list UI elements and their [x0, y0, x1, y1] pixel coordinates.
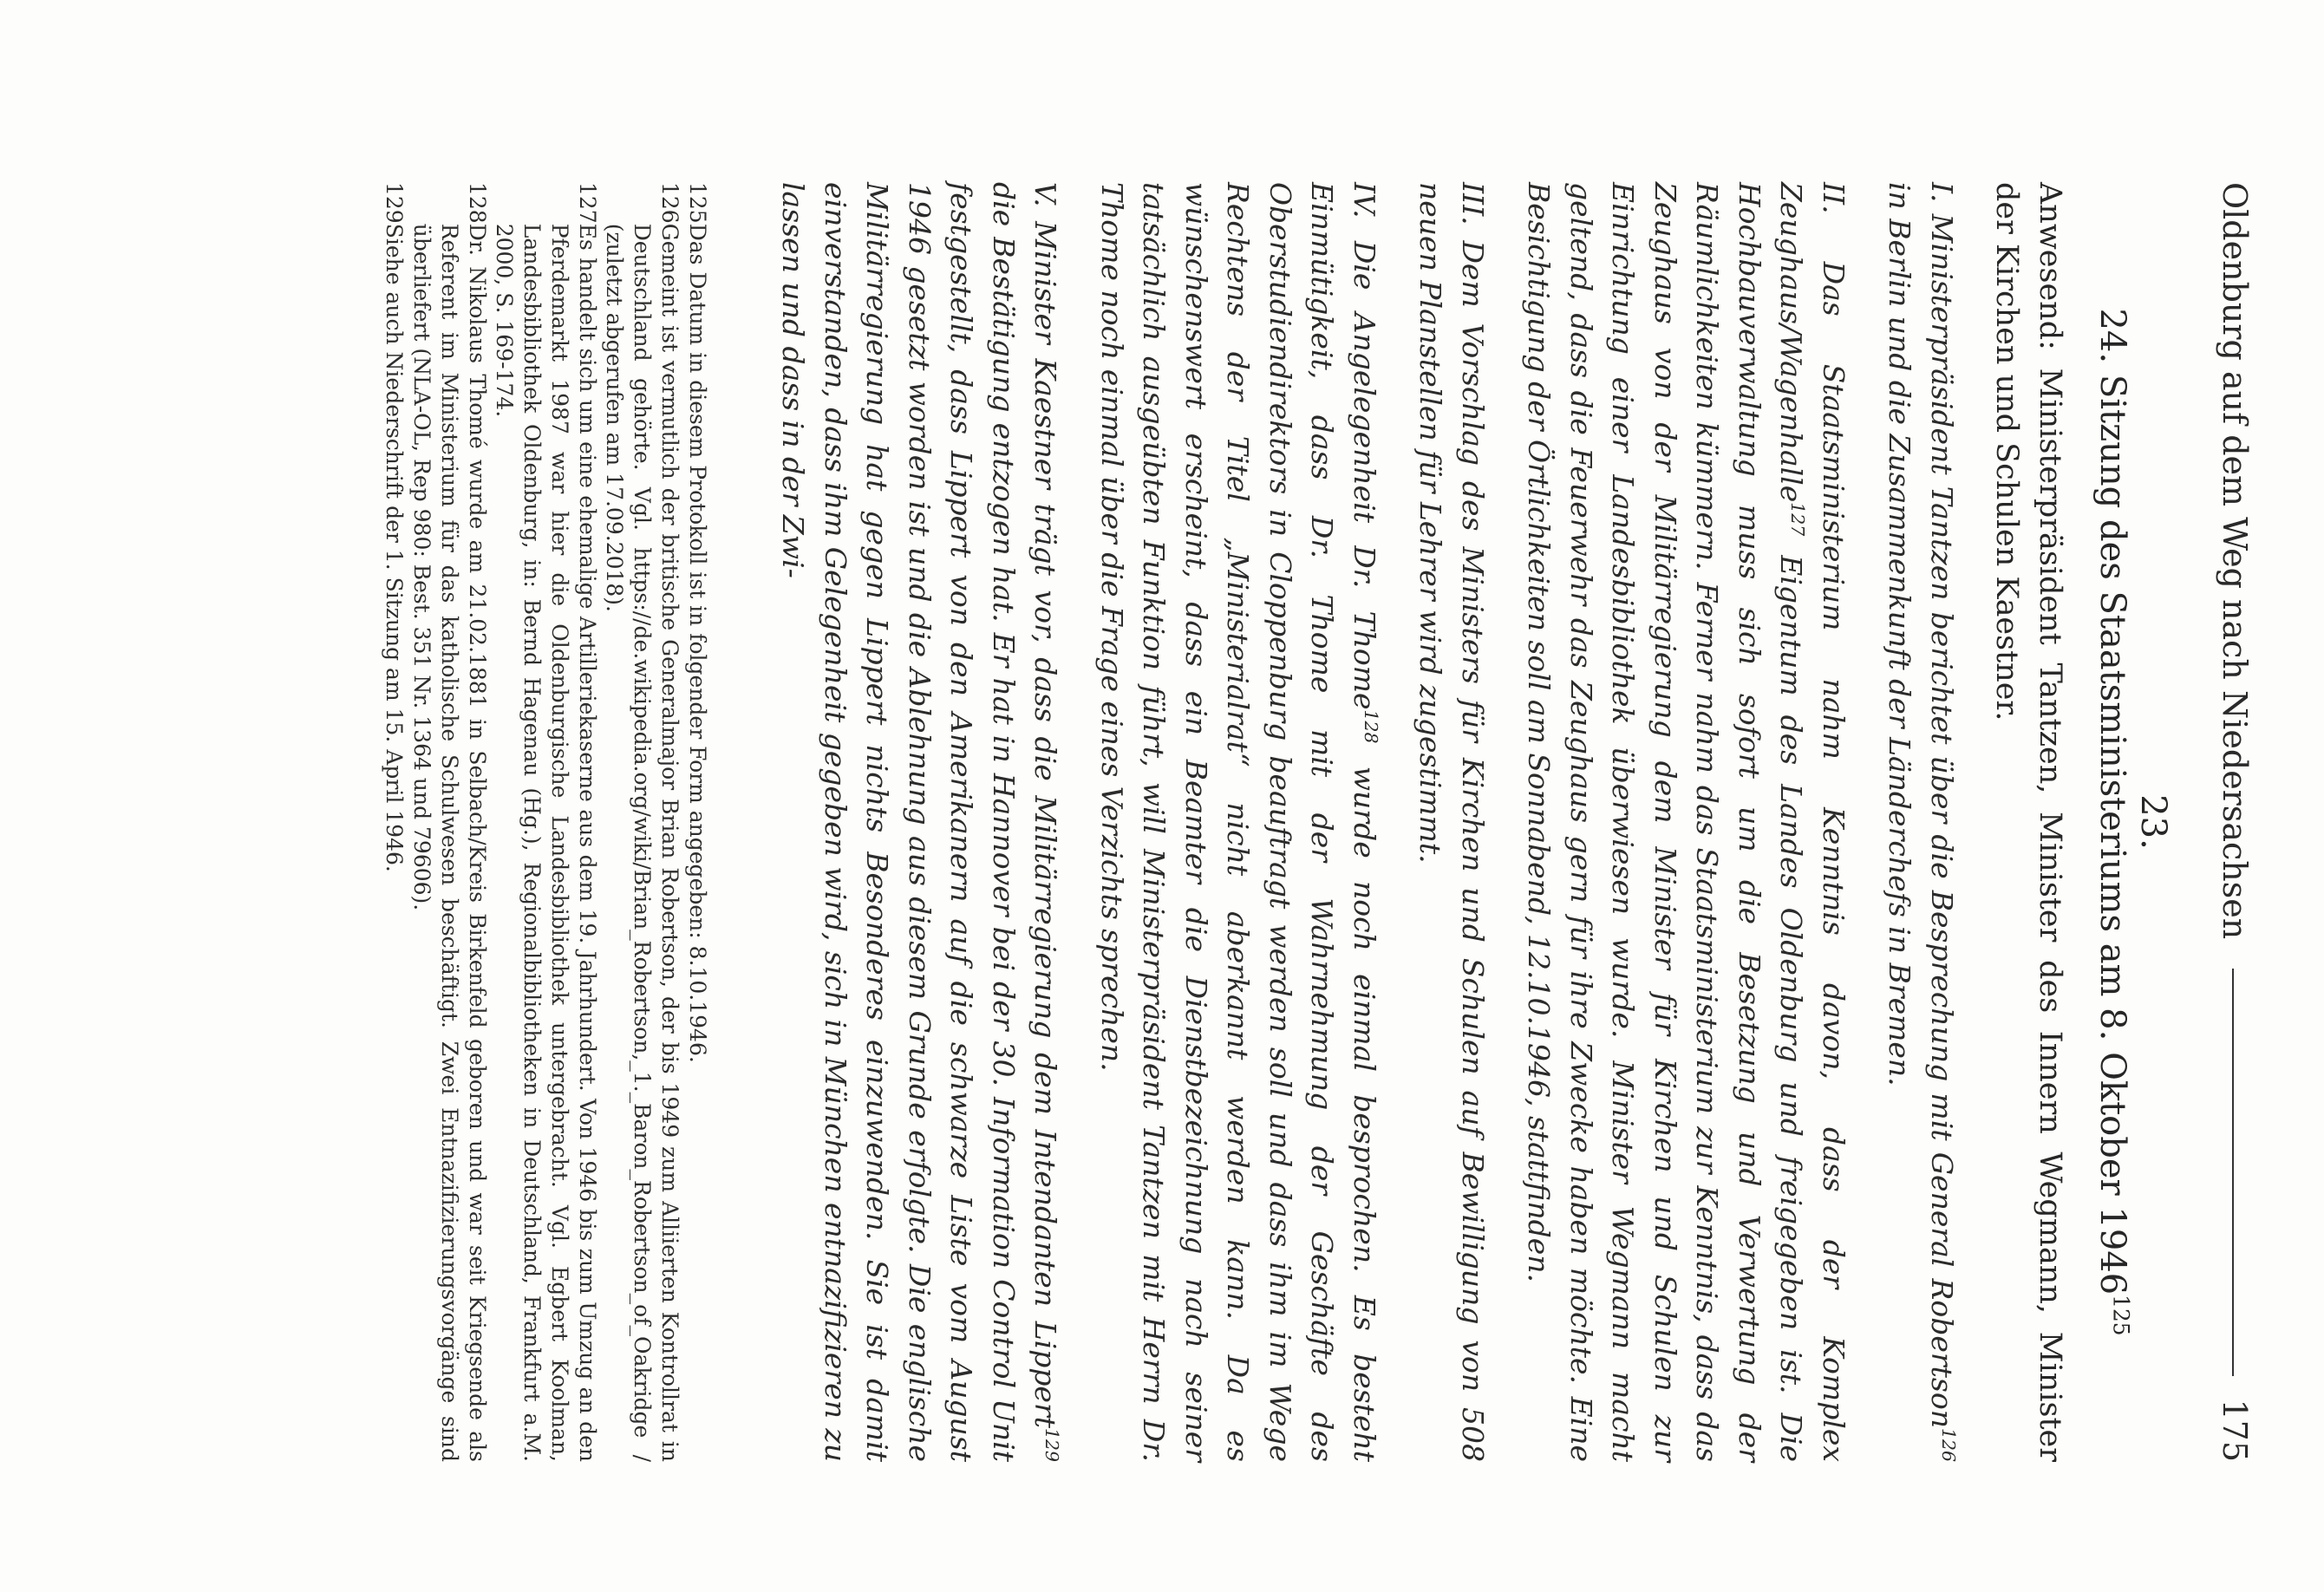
footnotes [381, 182, 711, 1462]
agenda-item-1 [1878, 182, 1962, 1462]
agenda-item-text: III. Dem Vorschlag des Ministers für Kirchen und Schulen auf Bewilligung von 508 neuen Planstellen für Lehrer wird zugestimmt. [1413, 182, 1490, 1462]
footnote-125 [683, 182, 711, 1462]
attendance-line: Anwesend: Ministerpräsident Tantzen, Minister des Innern Wegmann, Minister der Kirchen und Schulen Kaestner. [1989, 182, 2067, 1462]
agenda-item-4 [1090, 182, 1385, 1462]
document-number: 23. [2133, 794, 2173, 850]
agenda-item-5 [772, 182, 1067, 1462]
footnote-ref-128[interactable]: 128 [1360, 709, 1381, 744]
agenda-item-text: V. Minister Kaestner trägt vor, dass die Militärregierung dem Intendanten Lippert [1028, 182, 1063, 1428]
footnote-number: 126 [656, 182, 682, 224]
footnote-128 [408, 182, 490, 1462]
footnote-126 [601, 182, 683, 1462]
agenda-item-text: Eigentum des Landes Oldenburg und freigegeben ist. Die Hochbauverwaltung muss sich sofort um die Besetzung und Verwertung der Räumlichkeiten kümmern. Ferner nahm das Staatsministerium zur Kenntnis, dass das Zeughaus von der Militärregierung dem Minister für Kirchen und Schulen zur Einrichtung einer Landesbibliothek überwiesen wurde. Minister Wegmann macht geltend, dass die Feuerwehr das Zeughaus gern für ihre Zwecke haben möchte. Eine Besichtigung der Örtlichkeiten soll am Sonnabend, 12.10.1946, stattfinden. [1522, 182, 1809, 1462]
footnote-number: 128 [464, 182, 490, 224]
running-header-title: Oldenburg auf dem Weg nach Niedersachsen [2216, 182, 2254, 940]
footnote-ref-127[interactable]: 127 [1787, 502, 1809, 537]
agenda-item-text: wurde noch einmal besprochen. Es besteht Einmütigkeit, dass Dr. Thome mit der Wahrnehmung der Geschäfte des Oberstudiendirektors in Cloppenburg beauftragt werden soll und dass ihm im Wege Rechtens der Titel „Ministerialrat“ nicht aberkannt werden kann. Da es wünschenswert erscheint, dass ein Beamter die Dienstbezeichnung nach seiner tatsächlich ausgeübten Funktion führt, will Ministerpräsident Tantzen mit Herrn Dr. Thome noch einmal über die Frage eines Verzichts sprechen. [1094, 182, 1381, 1462]
document-heading [2092, 182, 2133, 1462]
page-number: 175 [2216, 1399, 2254, 1462]
footnote-text: Gemeint ist vermutlich der britische Generalmajor Brian Robertson, der bis 1949 zum Alliierten Kontrollrat in Deutschland gehörte. Vgl. https://de.wikipedia.org/wiki/Brian_Robertson,_1._Baron_Robertson_of_Oakridge / (zuletzt abgerufen am 17.09.2018). [602, 223, 682, 1462]
agenda-item-text: die Bestätigung entzogen hat. Er hat in Hannover bei der 30. Information Control Unit festgestellt, dass Lippert von den Amerikanern auf die schwarze Liste vom August 1946 gesetzt worden ist und die Ablehnung aus diesem Grunde erfolgte. Die englische Militärregierung hat gegen Lippert nichts Besonderes einzuwenden. Sie ist damit einverstanden, dass ihm Gelegenheit gegeben wird, sich in München entnazifizieren zu lassen und dass in der Zwi- [776, 182, 1021, 1462]
footnote-number: 125 [684, 182, 710, 224]
running-header [2208, 182, 2262, 1462]
agenda-item-2 [1518, 182, 1854, 1462]
footnote-127 [491, 182, 601, 1462]
agenda-item-text: IV. Die Angelegenheit Dr. Thome [1347, 182, 1381, 710]
footnote-ref-129[interactable]: 129 [1041, 1427, 1063, 1462]
footnote-number: 129 [382, 182, 408, 224]
footnote-number: 127 [574, 182, 600, 224]
footnote-ref-126[interactable]: 126 [1937, 1427, 1959, 1462]
header-rule [2232, 969, 2234, 1376]
footnote-text: Es handelt sich um eine ehemalige Artilleriekaserne aus dem 19. Jahrhundert. Von 1946 bis zum Umzug an den Pferdemarkt 1987 war hier die Oldenburgische Landesbibliothek untergebracht. Vgl. Egbert Koolman, Landesbibliothek Oldenburg, in: Bernd Hagenau (Hg.), Regionalbibliotheken in Deutschland, Frankfurt a.M. 2000, S. 169-174. [492, 223, 600, 1462]
footnote-text: Dr. Nikolaus Thomé wurde am 21.02.1881 in Selbach/Kreis Birkenfeld geboren und war seit Kriegsende als Referent im Ministerium für das katholische Schulwesen beschäftigt. Zwei Entnazifizierungsvorgänge sind überliefert (NLA-OL, Rep 980: Best. 351 Nr. 1364 und 79606). [409, 223, 490, 1462]
footnote-text: Siehe auch Niederschrift der 1. Sitzung am 15. April 1946. [382, 223, 408, 872]
footnote-text: Das Datum in diesem Protokoll ist in folgender Form angegeben: 8.10.1946. [684, 223, 710, 1063]
agenda-item-text: II. Das Staatsministerium nahm Kenntnis davon, dass der Komplex Zeughaus/Wagenhalle [1774, 182, 1851, 1462]
agenda-item-text: in Berlin und die Zusammenkunft der Länderchefs in Bremen. [1883, 182, 1917, 1086]
document-heading-text: 24. Sitzung des Staatsministeriums am 8. Oktober 1946 [2092, 308, 2132, 1295]
footnote-ref-125[interactable]: 125 [2108, 1295, 2134, 1336]
agenda-item-text: I. Ministerpräsident Tantzen berichtet über die Besprechung mit General Robertson [1924, 182, 1959, 1428]
agenda-item-3 [1409, 182, 1493, 1462]
footnote-129 [381, 182, 408, 1462]
